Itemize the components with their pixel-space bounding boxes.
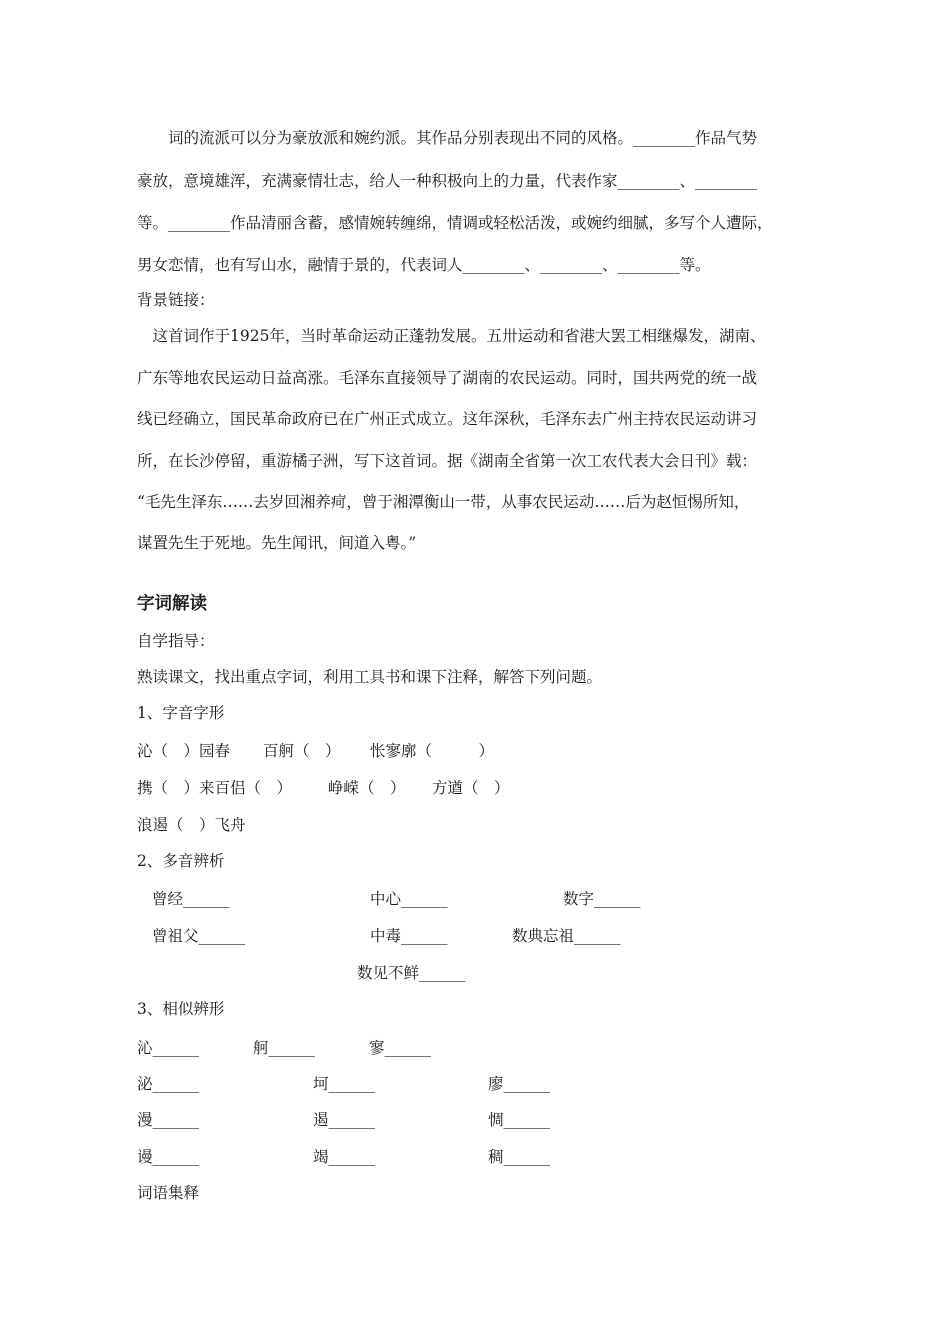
q3-item: 惆______ xyxy=(488,1111,551,1129)
background-line-4: 所，在长沙停留，重游橘子洲，写下这首词。据《湖南全省第一次工农代表大会日刊》载： xyxy=(137,452,758,470)
q1-item: 峥嵘（ ） xyxy=(328,779,406,797)
q3-item: 寥______ xyxy=(369,1039,432,1057)
background-line-3: 线已经确立，国民革命政府已在广州正式成立。这年深秋，毛泽东去广州主持农民运动讲习 xyxy=(137,410,758,428)
q3-item: 舸______ xyxy=(253,1039,316,1057)
glossary-title: 词语集释 xyxy=(137,1184,200,1202)
background-line-2: 广东等地农民运动日益高涨。毛泽东直接领导了湖南的农民运动。同时，国共两党的统一战 xyxy=(137,369,758,387)
q3-item: 竭______ xyxy=(313,1148,376,1166)
q3-item: 坷______ xyxy=(313,1075,376,1093)
background-line-1: 这首词作于1925年，当时革命运动正蓬勃发展。五卅运动和省港大罢工相继爆发，湖南、 xyxy=(137,327,766,345)
q3-title: 3、相似辨形 xyxy=(137,1000,225,1018)
q2-title: 2、多音辨析 xyxy=(137,852,225,870)
intro-line-3: 等。________作品清丽含蓄，感情婉转缠绵，情调或轻松活泼，或婉约细腻，多写个人遭际， xyxy=(137,214,773,232)
section-heading: 字词解读 xyxy=(137,594,207,614)
q1-item: 沁（ ）园春 xyxy=(137,742,231,760)
q3-item: 遏______ xyxy=(313,1111,376,1129)
q2-item: 中心______ xyxy=(370,890,448,908)
self-study-label: 自学指导： xyxy=(137,632,215,650)
q1-item: 方遒（ ） xyxy=(432,779,510,797)
q1-item: 浪遏（ ）飞舟 xyxy=(137,816,246,834)
q1-item: 百舸（ ） xyxy=(263,742,341,760)
q2-item: 曾祖父______ xyxy=(152,927,246,945)
q3-item: 廖______ xyxy=(488,1075,551,1093)
instruction-text: 熟读课文，找出重点字词，利用工具书和课下注释，解答下列问题。 xyxy=(137,668,603,686)
q1-item: 携（ ）来百侣（ ） xyxy=(137,779,293,797)
background-title: 背景链接： xyxy=(137,291,215,309)
q3-item: 漫______ xyxy=(137,1111,200,1129)
q3-item: 稠______ xyxy=(488,1148,551,1166)
q3-item: 谩______ xyxy=(137,1148,200,1166)
q2-item: 数典忘祖______ xyxy=(512,927,621,945)
background-line-6: 谋置先生于死地。先生闻讯，间道入粤。” xyxy=(137,534,417,552)
intro-line-2: 豪放，意境雄浑，充满豪情壮志，给人一种积极向上的力量，代表作家________、________ xyxy=(137,172,758,190)
q3-item: 泌______ xyxy=(137,1075,200,1093)
intro-line-1: 词的流派可以分为豪放派和婉约派。其作品分别表现出不同的风格。________作品气势 xyxy=(137,129,758,147)
q2-item: 曾经______ xyxy=(152,890,230,908)
q3-item: 沁______ xyxy=(137,1039,200,1057)
background-line-5: “毛先生泽东……去岁回湘养疴，曾于湘潭衡山一带，从事农民运动……后为赵恒惕所知， xyxy=(137,493,750,511)
intro-line-4: 男女恋情，也有写山水，融情于景的，代表词人________、________、________等。 xyxy=(137,256,711,274)
q2-item: 数字______ xyxy=(563,890,641,908)
q1-item: 怅寥廓（ ） xyxy=(370,742,495,760)
q2-item: 数见不鲜______ xyxy=(357,964,466,982)
q2-item: 中毒______ xyxy=(370,927,448,945)
q1-title: 1、字音字形 xyxy=(137,704,225,722)
